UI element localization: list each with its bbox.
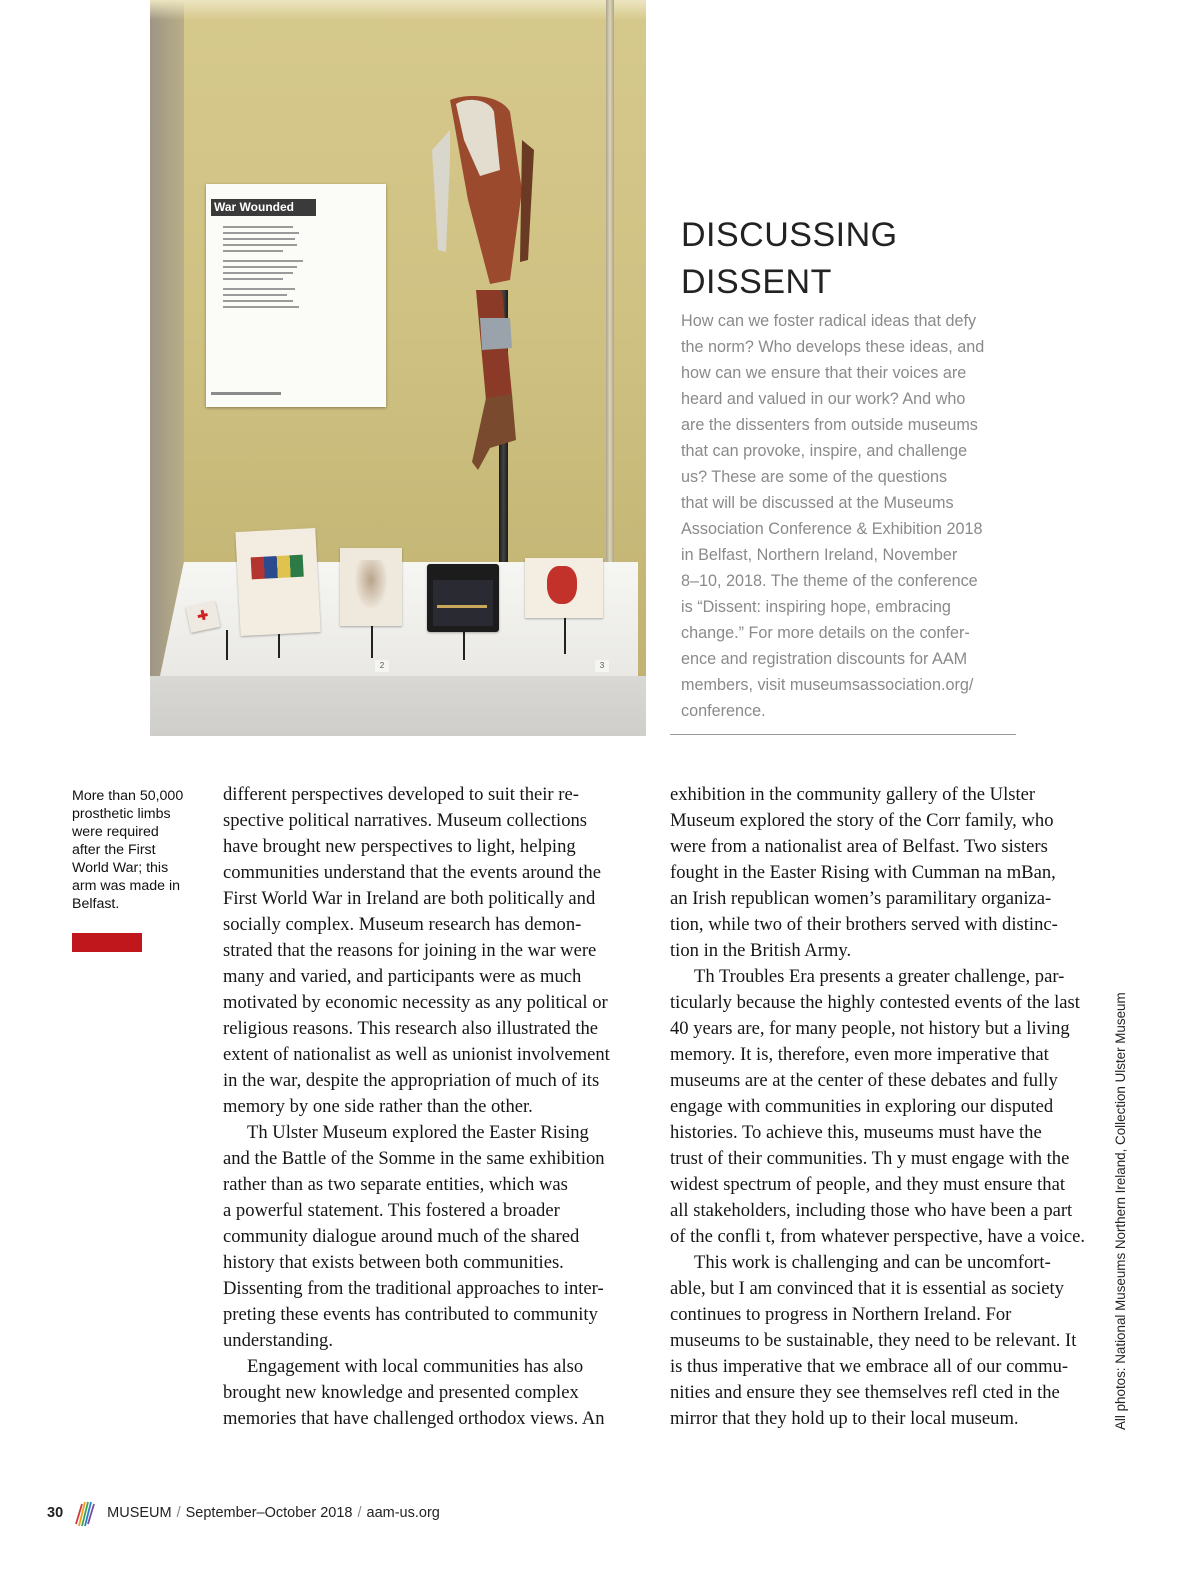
body-line: understanding. xyxy=(223,1330,333,1351)
sidebar-line: heard and valued in our work? And who xyxy=(681,390,966,408)
card-stand xyxy=(371,626,373,658)
body-line: exhibition in the community gallery of the Ulster xyxy=(670,784,1036,805)
body-line: First World War in Ireland are both politically and xyxy=(223,888,596,909)
body-line: able, but I am convinced that it is essential as society xyxy=(670,1278,1064,1299)
body-line: socially complex. Museum research has demon- xyxy=(223,914,582,935)
body-line: religious reasons. This research also illustrated the xyxy=(223,1018,599,1039)
body-line: continues to progress in Northern Ireland. For xyxy=(670,1304,1012,1325)
page-number: 30 xyxy=(47,1505,64,1521)
caption-line: World War; this xyxy=(72,860,169,876)
body-line: Th Troubles Era presents a greater challenge, par- xyxy=(694,966,1065,987)
body-column-1 xyxy=(223,782,643,1432)
case-number-2: 2 xyxy=(375,660,389,672)
body-line: different perspectives developed to suit their re- xyxy=(223,784,579,805)
sidebar-line: the norm? Who develops these ideas, and xyxy=(681,338,985,356)
body-line: brought new knowledge and presented complex xyxy=(223,1382,579,1403)
sidebar-line: How can we foster radical ideas that defy xyxy=(681,312,977,330)
red-cross-icon xyxy=(197,609,209,621)
body-line: 40 years are, for many people, not history but a living xyxy=(670,1018,1070,1039)
caption-line: arm was made in xyxy=(72,878,181,894)
body-line: communities understand that the events around the xyxy=(223,862,601,883)
sidebar-title xyxy=(670,212,1016,306)
placard-title: War Wounded xyxy=(211,199,316,216)
body-line: fought in the Easter Rising with Cumman na mBan, xyxy=(670,862,1056,883)
sidebar-line: ence and registration discounts for AAM xyxy=(681,650,968,668)
card-stand xyxy=(463,632,465,660)
prosthetic-harness xyxy=(520,140,534,262)
allied-flags-card xyxy=(235,528,320,636)
body-line: trust of their communities. Th y must engage with the xyxy=(670,1148,1070,1169)
body-line: mirror that they hold up to their local museum. xyxy=(670,1408,1019,1429)
website-link[interactable]: aam-us.org xyxy=(366,1505,440,1521)
sidebar-line: us? These are some of the questions xyxy=(681,468,948,486)
body-line: Engagement with local communities has also xyxy=(247,1356,584,1377)
sidebar-title-line: DISSENT xyxy=(681,263,832,301)
discussing-dissent-sidebar xyxy=(670,212,1016,724)
prosthetic-metal-joint xyxy=(480,318,512,350)
body-line: spective political narratives. Museum collections xyxy=(223,810,588,831)
body-line: many and varied, and participants were as much xyxy=(223,966,582,987)
body-line: This work is challenging and can be uncomfort- xyxy=(694,1252,1051,1273)
body-line: community dialogue around much of the shared xyxy=(223,1226,580,1247)
sidebar-line: 8–10, 2018. The theme of the conference xyxy=(681,572,978,590)
sidebar-line: are the dissenters from outside museums xyxy=(681,416,978,434)
body-line: museums to be sustainable, they need to be relevant. It xyxy=(670,1330,1077,1351)
card-stand xyxy=(564,618,566,654)
exhibit-photo xyxy=(150,0,646,736)
body-line: have brought new perspectives to light, helping xyxy=(223,836,576,857)
body-line: a powerful statement. This fostered a broader xyxy=(223,1200,560,1221)
prosthetic-strap xyxy=(432,130,450,252)
sidebar-line: change.” For more details on the confer- xyxy=(681,624,970,642)
body-line: memory. It is, therefore, even more imperative that xyxy=(670,1044,1049,1065)
key-icon xyxy=(437,605,487,608)
body-line: in the war, despite the appropriation of much of its xyxy=(223,1070,600,1091)
allied-flags-icon xyxy=(251,555,304,580)
body-line: Museum explored the story of the Corr family, who xyxy=(670,810,1054,831)
body-line: strated that the reasons for joining in the war were xyxy=(223,940,597,961)
body-line: of the confli t, from whatever perspective, have a voice. xyxy=(670,1226,1086,1247)
body-line: and the Battle of the Somme in the same exhibition xyxy=(223,1148,605,1169)
body-line: preting these events has contributed to community xyxy=(223,1304,598,1325)
sidebar-line: Association Conference & Exhibition 2018 xyxy=(681,520,983,538)
body-line: tion in the British Army. xyxy=(670,940,852,961)
body-line: histories. To achieve this, museums must have the xyxy=(670,1122,1042,1143)
footer-separator: / xyxy=(357,1505,362,1521)
body-line: nities and ensure they see themselves refl cted in the xyxy=(670,1382,1060,1403)
caption-line: prosthetic limbs xyxy=(72,806,171,822)
body-line: motivated by economic necessity as any political or xyxy=(223,992,608,1013)
photo-caption xyxy=(72,787,212,913)
sidebar-line: in Belfast, Northern Ireland, November xyxy=(681,546,958,564)
sidebar-divider xyxy=(670,734,1016,735)
prosthetic-hand xyxy=(472,394,516,470)
sidebar-line: that will be discussed at the Museums xyxy=(681,494,954,512)
body-line: an Irish republican women’s paramilitary organiza- xyxy=(670,888,1052,909)
aam-logo-icon xyxy=(73,1498,97,1528)
sidebar-title-line: DISCUSSING xyxy=(681,216,898,254)
magazine-name: MUSEUM xyxy=(107,1505,172,1521)
caption-line: More than 50,000 xyxy=(72,788,184,804)
body-line: tion, while two of their brothers served with distinc- xyxy=(670,914,1058,935)
body-line: were from a nationalist area of Belfast. Two sisters xyxy=(670,836,1048,857)
body-line: all stakeholders, including those who have been a part xyxy=(670,1200,1073,1221)
caption-line: were required xyxy=(72,824,159,840)
body-line: Th Ulster Museum explored the Easter Rising xyxy=(247,1122,589,1143)
sidebar-body xyxy=(670,308,1016,724)
body-line: extent of nationalist as well as unionist involvement xyxy=(223,1044,610,1065)
issue-date: September–October 2018 xyxy=(185,1505,353,1521)
sidebar-line: conference. xyxy=(681,702,766,720)
caption-accent-bar xyxy=(72,933,142,952)
body-line: memories that have challenged orthodox views. An xyxy=(223,1408,605,1429)
case-number-3: 3 xyxy=(595,660,609,672)
red-hand-icon xyxy=(547,566,577,604)
sidebar-line: that can provoke, inspire, and challenge xyxy=(681,442,968,460)
photo-credit: All photos: National Museums Northern Ireland, Collection Ulster Museum xyxy=(1113,992,1128,1430)
footer-separator: / xyxy=(176,1505,181,1521)
sidebar-line: is “Dissent: inspiring hope, embracing xyxy=(681,598,951,616)
body-line: Dissenting from the traditional approaches to inter- xyxy=(223,1278,604,1299)
card-stand xyxy=(226,630,228,660)
box-lining xyxy=(433,580,493,626)
body-line: widest spectrum of people, and they must ensure that xyxy=(670,1174,1066,1195)
body-line: engage with communities in exploring our disputed xyxy=(670,1096,1054,1117)
sidebar-line: how can we ensure that their voices are xyxy=(681,364,967,382)
illustrated-postcard xyxy=(340,548,402,626)
key-presentation-box xyxy=(427,564,499,632)
caption-line: Belfast. xyxy=(72,896,120,912)
display-plinth-front xyxy=(150,676,646,736)
body-line: ticularly because the highly contested events of the last xyxy=(670,992,1080,1013)
postcard-figure xyxy=(354,560,388,610)
body-line: is thus imperative that we embrace all of our commu- xyxy=(670,1356,1069,1377)
sidebar-line: members, visit museumsassociation.org/ xyxy=(681,676,974,694)
card-stand xyxy=(278,630,280,658)
page-footer xyxy=(47,1498,440,1528)
red-hand-banner xyxy=(525,558,603,618)
body-column-2 xyxy=(670,782,1095,1432)
body-line: history that exists between both communities. xyxy=(223,1252,564,1273)
caption-line: after the First xyxy=(72,842,156,858)
body-line: rather than as two separate entities, which was xyxy=(223,1174,568,1195)
body-line: memory by one side rather than the other. xyxy=(223,1096,533,1117)
body-line: museums are at the center of these debates and fully xyxy=(670,1070,1058,1091)
